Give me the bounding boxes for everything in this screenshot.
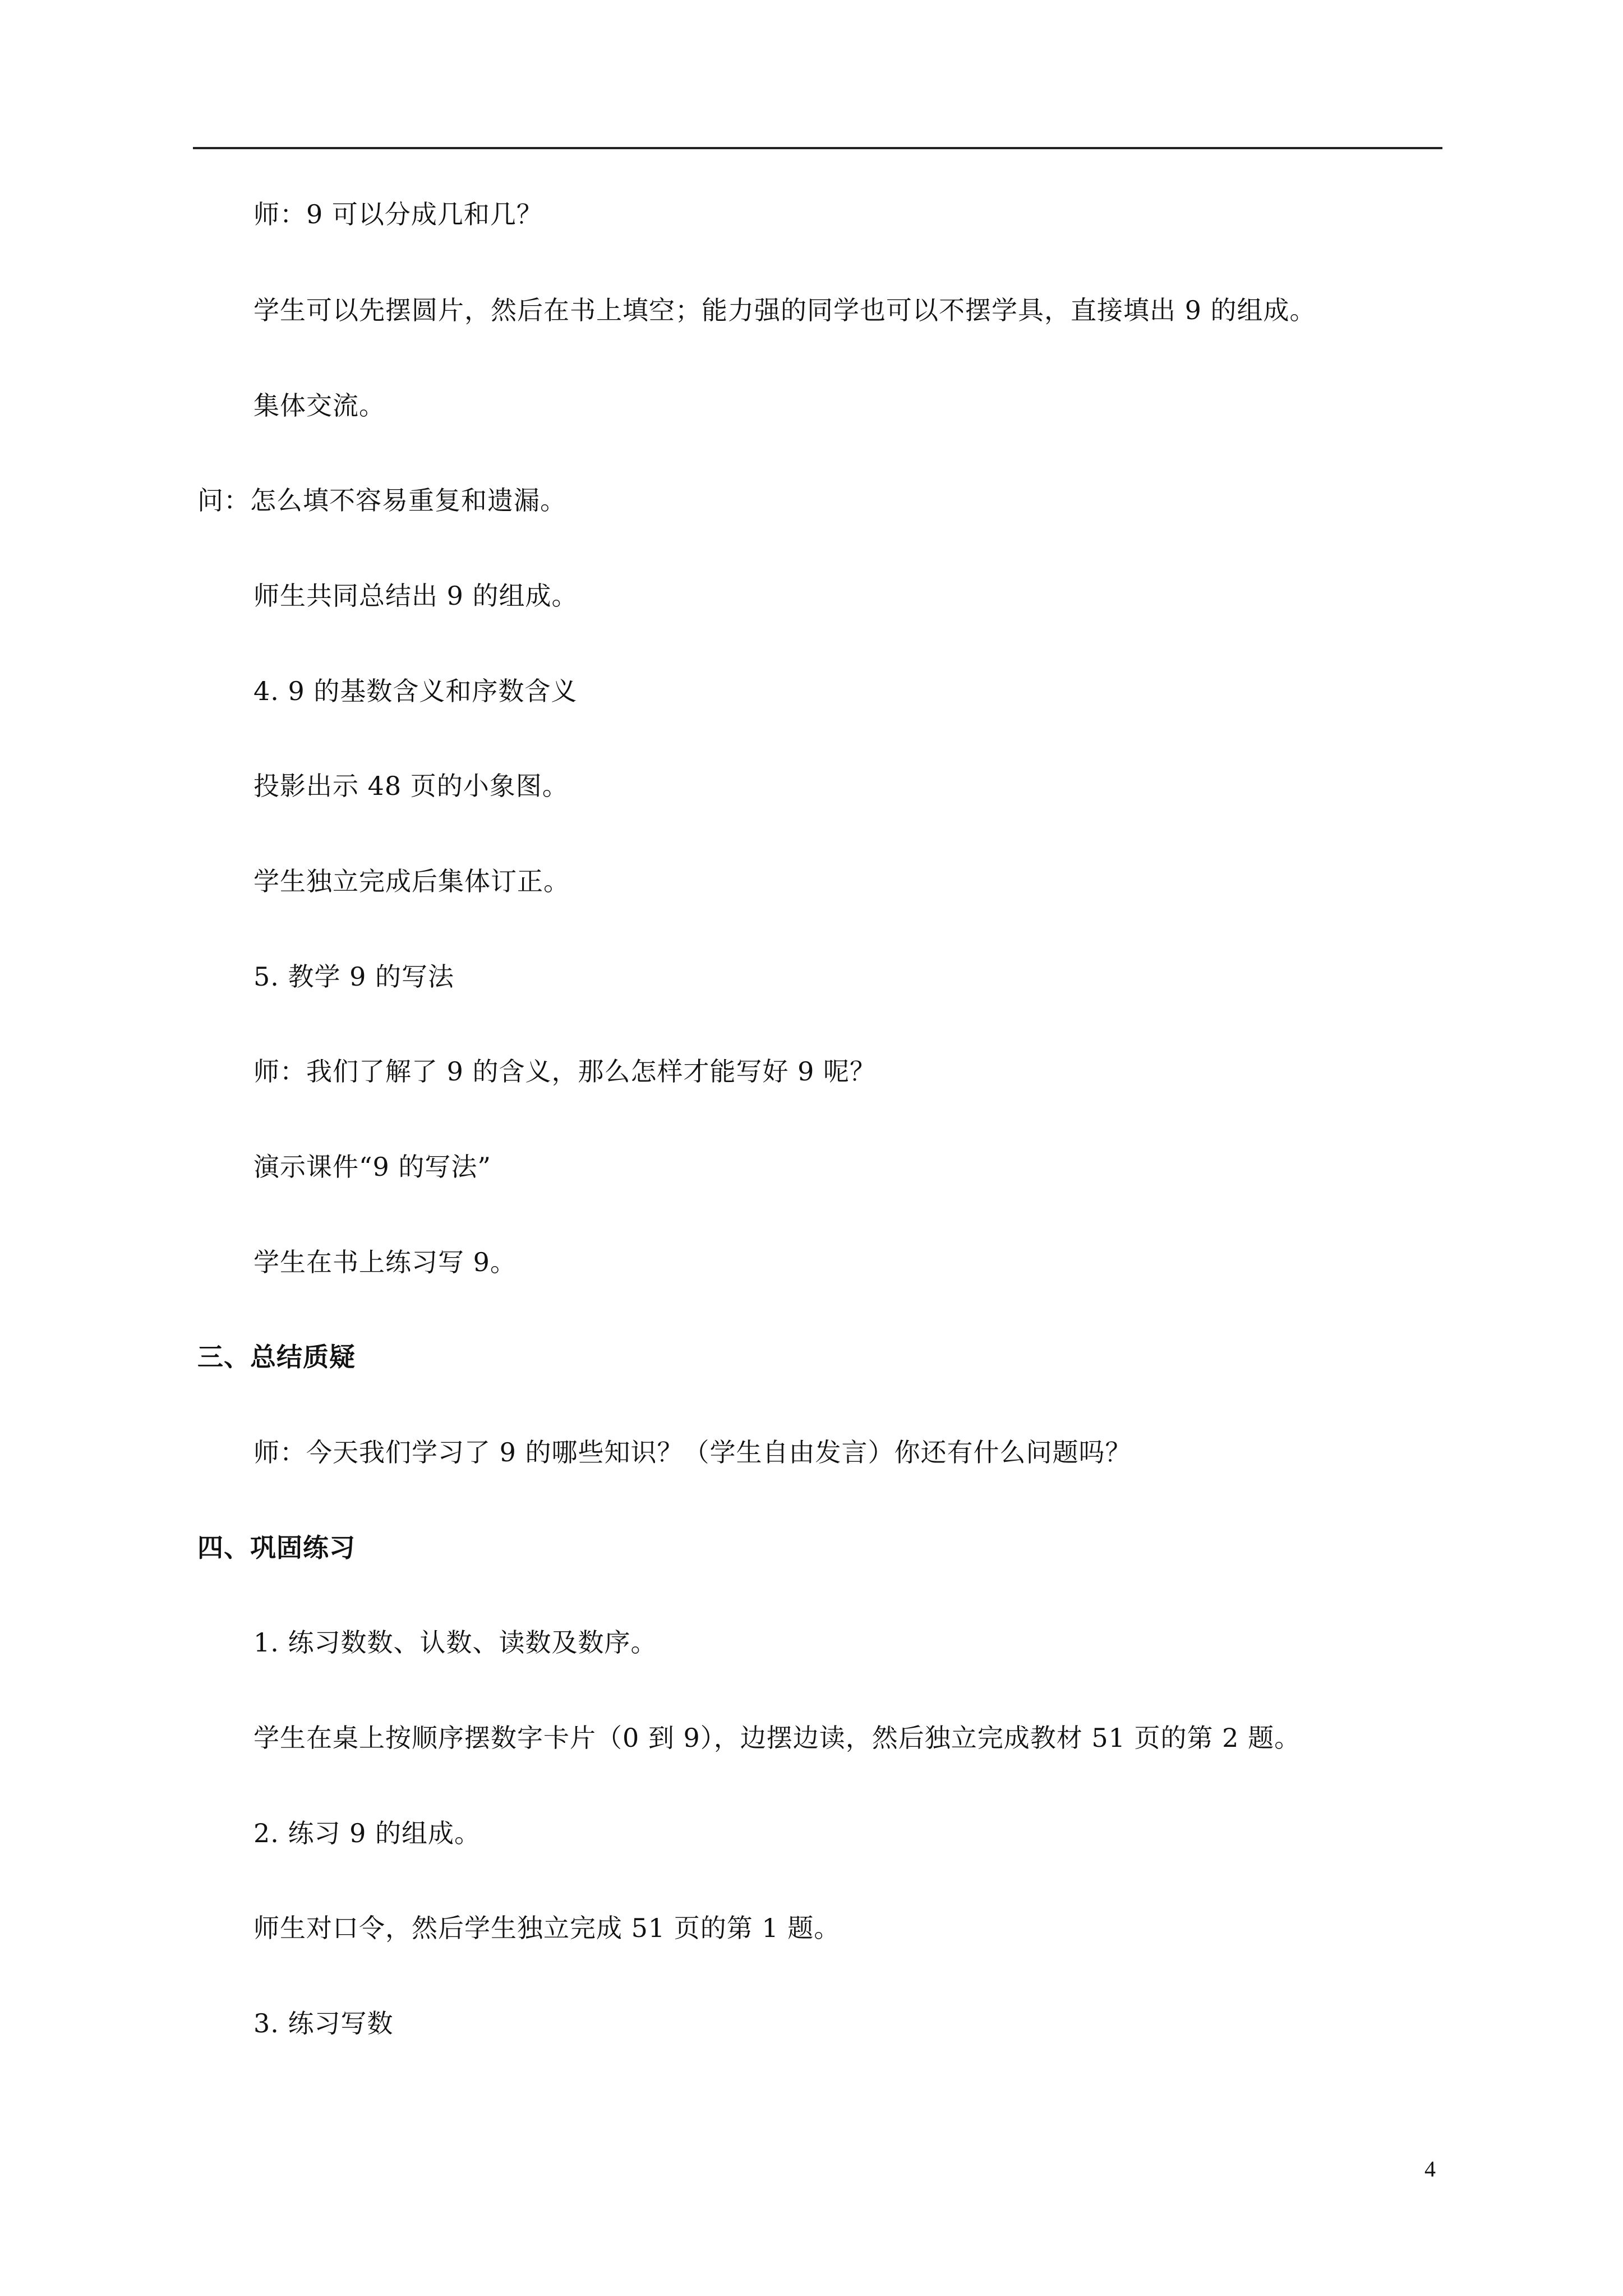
- text-line: 学生在书上练习写 9。: [253, 1247, 517, 1277]
- text-line: 1. 练习数数、认数、读数及数序。: [253, 1627, 657, 1658]
- text-line: 集体交流。: [253, 390, 385, 421]
- text-line: 学生可以先摆圆片，然后在书上填空；能力强的同学也可以不摆学具，直接填出 9 的组成。: [253, 295, 1316, 325]
- text-line: 师：我们了解了 9 的含义，那么怎样才能写好 9 呢？: [253, 1056, 877, 1087]
- section-heading: 三、总结质疑: [197, 1342, 356, 1372]
- page-number: 4: [1424, 2156, 1436, 2182]
- text-line: 2. 练习 9 的组成。: [253, 1818, 481, 1848]
- text-line: 师生对口令，然后学生独立完成 51 页的第 1 题。: [253, 1913, 841, 1943]
- text-line: 5. 教学 9 的写法: [253, 961, 455, 992]
- header-rule: [193, 147, 1442, 149]
- text-line: 投影出示 48 页的小象图。: [253, 771, 569, 801]
- text-line: 师：今天我们学习了 9 的哪些知识？（学生自由发言）你还有什么问题吗？: [253, 1437, 1132, 1467]
- text-line: 师生共同总结出 9 的组成。: [253, 581, 578, 611]
- text-line: 3. 练习写数: [253, 2008, 394, 2039]
- text-line: 师：9 可以分成几和几？: [253, 199, 543, 229]
- text-line: 学生独立完成后集体订正。: [253, 866, 570, 896]
- section-heading: 四、巩固练习: [197, 1533, 356, 1563]
- text-line: 学生在桌上按顺序摆数字卡片（0 到 9），边摆边读，然后独立完成教材 51 页的第 2 题。: [253, 1723, 1301, 1753]
- text-line: 演示课件“9 的写法”: [253, 1152, 491, 1182]
- text-line: 问：怎么填不容易重复和遗漏。: [197, 485, 566, 516]
- text-line: 4. 9 的基数含义和序数含义: [253, 676, 578, 706]
